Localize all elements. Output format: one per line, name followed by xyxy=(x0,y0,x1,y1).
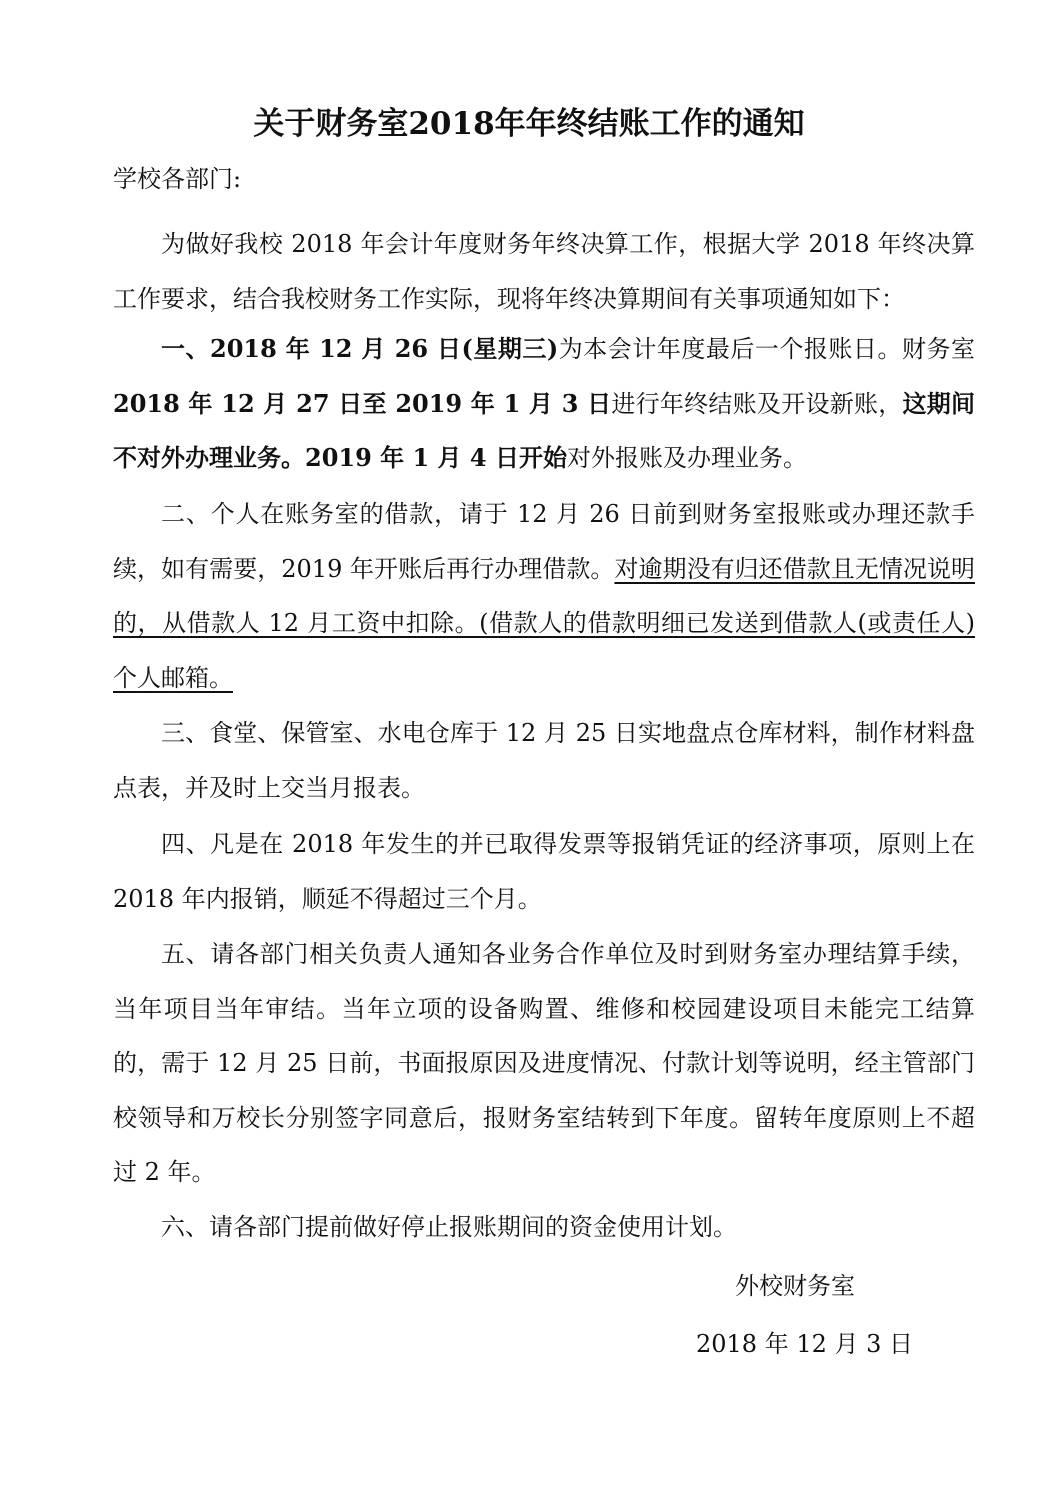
signature-date: 2018 年 12 月 3 日 xyxy=(696,1330,914,1358)
document-title: 关于财务室2018年年终结账工作的通知 xyxy=(253,106,805,142)
item-6-paragraph: 六、请各部门提前做好停止报账期间的资金使用计划。 xyxy=(161,1213,737,1241)
item-1-date: 一、2018 年 12 月 26 日(星期三) xyxy=(161,334,559,363)
item-2-underlined: 对逾期没有归还借款且无情况说明的，从借款人 12 月工资中扣除。(借款人的借款明细已发送到借款人(或责任人)个人邮箱。 xyxy=(113,554,975,692)
item-1-text-2: 进行年终结账及开设新账， xyxy=(611,389,903,418)
item-3-paragraph: 三、食堂、保管室、水电仓库于 12 月 25 日实地盘点仓库材料，制作材料盘点表，并及时上交当月报表。 xyxy=(113,719,975,802)
signature-org: 外校财务室 xyxy=(735,1272,855,1300)
item-5-paragraph: 五、请各部门相关负责人通知各业务合作单位及时到财务室办理结算手续，当年项目当年审结。当年立项的设备购置、维修和校园建设项目未能完工结算的，需于 12 月 25 日前，书面报原因及进度情况、付款计划等说明，经主管部门校领导和万校长分别签字同意后，报财务室结转到下年度。留转年度原则上不超过 2 年。 xyxy=(113,940,975,1186)
item-4-paragraph: 四、凡是在 2018 年发生的并已取得发票等报销凭证的经济事项，原则上在 2018 年内报销，顺延不得超过三个月。 xyxy=(113,830,975,913)
salutation: 学校各部门: xyxy=(113,165,242,193)
item-2-text: 二、个人在账务室的借款，请于 12 月 26 日前到财务室报账或办理还款手续，如有需要，2019 年开账后再行办理借款。 xyxy=(113,500,975,583)
item-1-period: 2018 年 12 月 27 日至 2019 年 1 月 3 日 xyxy=(113,388,612,418)
intro-paragraph: 为做好我校 2018 年会计年度财务年终决算工作，根据大学 2018 年终决算工作要求，结合我校财务工作实际，现将年终决算期间有关事项通知如下： xyxy=(113,230,975,313)
item-1-paragraph xyxy=(113,322,975,486)
item-1-text: 为本会计年度最后一个报账日。财务室 xyxy=(558,335,975,363)
item-1-text-3: 对外报账及办理业务。 xyxy=(566,444,807,472)
item-1-notice: 这期间不对外办理业务。2019 年 1 月 4 日开始 xyxy=(113,388,976,472)
item-2-paragraph xyxy=(113,487,975,705)
